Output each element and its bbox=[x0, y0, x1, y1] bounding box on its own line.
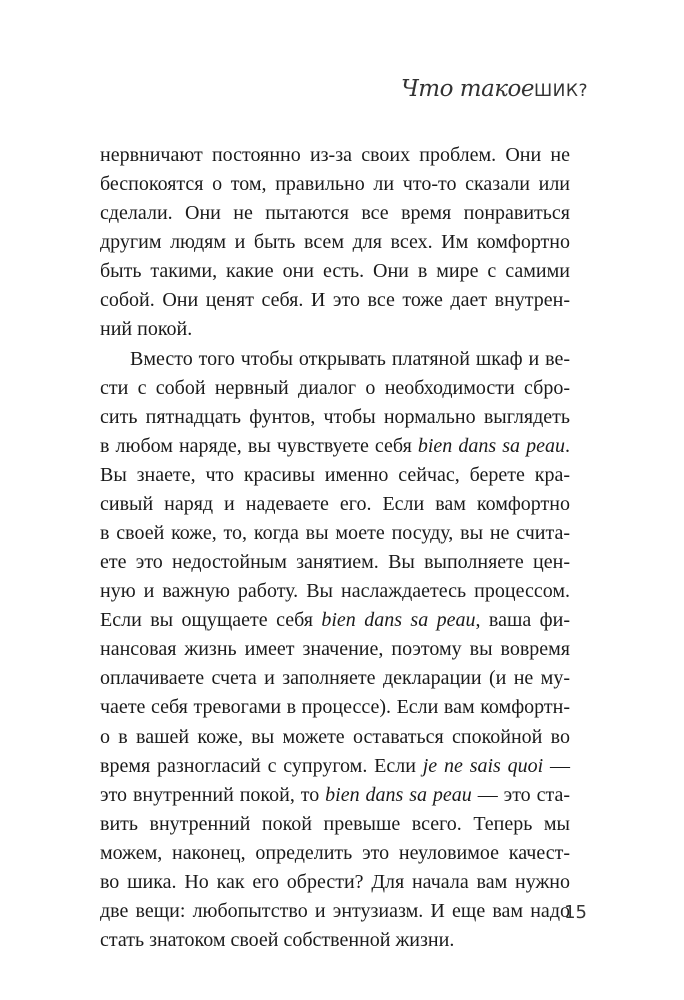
text-segment: . bbox=[565, 434, 570, 457]
text-line bbox=[100, 490, 570, 519]
text-segment: беспокоятся о том, правильно ли что-то сказали или bbox=[100, 173, 570, 196]
text-segment: это внутренний покой, то bbox=[100, 783, 326, 806]
text-line bbox=[100, 839, 570, 868]
text-line bbox=[100, 315, 570, 344]
text-segment: Вы знаете, что красивы именно сейчас, берете кра- bbox=[100, 463, 570, 486]
text-line bbox=[100, 897, 570, 926]
text-segment: нансовая жизнь имеет значение, поэтому вы вовремя bbox=[100, 638, 570, 661]
text-segment: сти с собой нервный диалог о необходимости сбро- bbox=[100, 376, 570, 399]
text-segment: — это ста- bbox=[471, 783, 570, 806]
text-line bbox=[100, 170, 570, 199]
text-segment: сделали. Они не пытаются все время понравиться bbox=[100, 202, 570, 225]
text-segment: вить внутренний покой превыше всего. Теперь мы bbox=[100, 812, 570, 835]
italic-phrase: bien dans sa peau bbox=[321, 609, 476, 632]
running-header-script: Что такое bbox=[401, 76, 534, 102]
text-segment: две вещи: любопытство и энтузиазм. И еще вам надо bbox=[100, 900, 570, 923]
italic-phrase: bien dans sa peau bbox=[325, 783, 472, 806]
text-segment: , ваша фи- bbox=[475, 609, 570, 632]
page-number: 15 bbox=[564, 902, 587, 923]
text-segment: Вместо того чтобы открывать платяной шкаф и ве- bbox=[130, 347, 570, 370]
text-line bbox=[100, 461, 570, 490]
text-segment: ную и важную работу. Вы наслаждаетесь процессом. bbox=[100, 580, 570, 603]
text-line bbox=[100, 693, 570, 722]
body-text bbox=[100, 141, 570, 955]
text-line bbox=[100, 199, 570, 228]
text-segment: быть такими, какие они есть. Они в мире с самими bbox=[100, 260, 570, 283]
text-line bbox=[100, 868, 570, 897]
text-line bbox=[100, 141, 570, 170]
text-line bbox=[100, 664, 570, 693]
text-segment: сивый наряд и надеваете его. Если вам комфортно bbox=[100, 492, 570, 515]
text-segment: другим людям и быть всем для всех. Им комфортно bbox=[100, 231, 570, 254]
text-line bbox=[100, 403, 570, 432]
text-segment: можем, наконец, определить это неуловимое качест- bbox=[100, 841, 570, 864]
text-line bbox=[100, 752, 570, 781]
text-line bbox=[100, 810, 570, 839]
text-line bbox=[100, 606, 570, 635]
text-segment: ний покой. bbox=[100, 318, 193, 341]
text-line bbox=[100, 257, 570, 286]
text-line bbox=[100, 432, 570, 461]
text-segment: — bbox=[543, 754, 571, 777]
text-segment: в своей коже, то, когда вы моете посуду, вы не счита- bbox=[100, 522, 570, 545]
text-line bbox=[100, 577, 570, 606]
text-segment: сить пятнадцать фунтов, чтобы нормально выглядеть bbox=[100, 405, 570, 428]
text-line bbox=[100, 548, 570, 577]
italic-phrase: bien dans sa peau bbox=[417, 434, 565, 457]
text-segment: собой. Они ценят себя. И это все тоже дает внутрен- bbox=[100, 289, 570, 312]
text-segment: во шика. Но как его обрести? Для начала вам нужно bbox=[100, 870, 570, 893]
text-line bbox=[100, 723, 570, 752]
running-header bbox=[401, 76, 588, 102]
text-segment: ете это недостойным занятием. Вы выполняете цен- bbox=[100, 551, 570, 574]
running-header-caps: ШИК? bbox=[534, 81, 588, 101]
text-line bbox=[100, 345, 570, 374]
text-segment: в любом наряде, вы чувствуете себя bbox=[100, 434, 418, 457]
text-segment: нервничают постоянно из-за своих проблем. Они не bbox=[100, 144, 570, 166]
text-line bbox=[100, 228, 570, 257]
text-segment: Если вы ощущаете себя bbox=[100, 609, 322, 632]
text-line bbox=[100, 374, 570, 403]
italic-phrase: je ne sais quoi bbox=[422, 754, 544, 777]
text-segment: стать знатоком своей собственной жизни. bbox=[100, 929, 455, 952]
text-line bbox=[100, 635, 570, 664]
text-line bbox=[100, 926, 570, 955]
text-line bbox=[100, 781, 570, 810]
text-segment: время разногласий с супругом. Если bbox=[100, 754, 423, 777]
text-line bbox=[100, 286, 570, 315]
text-line bbox=[100, 519, 570, 548]
text-segment: чаете себя тревогами в процессе). Если вам комфортн- bbox=[100, 696, 570, 719]
text-segment: о в вашей коже, вы можете оставаться спокойной во bbox=[100, 725, 570, 748]
text-segment: оплачиваете счета и заполняете декларации (и не му- bbox=[100, 667, 570, 690]
